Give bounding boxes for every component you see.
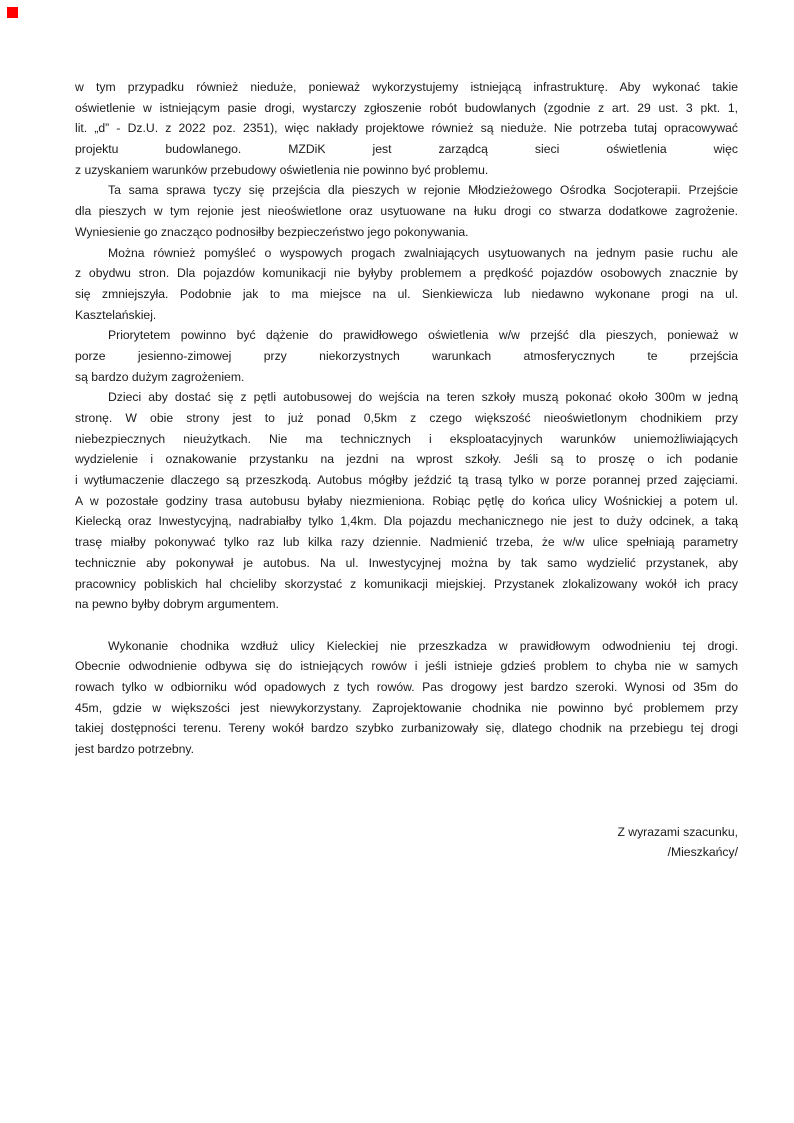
paragraph-pedestrian-crossing — [75, 180, 738, 242]
text-line: rowach tylko w odbiorniku wód opadowych z tych rowów. Pas drogowy jest bardzo szeroki. Wynosi od 35m do — [75, 679, 738, 694]
text-line: się zmniejszyła. Podobnie jak to ma miejsce na ul. Sienkiewicza lub niedawno wykonane progi na ul. — [75, 286, 738, 301]
text-line: A w pozostałe godziny trasa autobusu byłaby niezmieniona. Robiąc pętlę do końca ulicy Wośnickiej a potem ul. — [75, 493, 738, 508]
text-line: Kasztelańskiej. — [75, 307, 157, 322]
text-line: dla pieszych w tym rejonie jest nieoświetlone oraz usytuowane na łuku drogi co stwarza dodatkowe zagrożenie. — [75, 204, 738, 219]
text-line: Można również pomyśleć o wyspowych progach zwalniających usytuowanych na jednym pasie ruchu ale — [108, 245, 738, 260]
text-line: projektu budowlanego. MZDiK jest zarządcą sieci oświetlenia więc — [75, 142, 738, 157]
blank-space — [75, 760, 738, 822]
text-line: Dzieci aby dostać się z pętli autobusowej do wejścia na teren szkoły muszą pokonać około 300m w jedną — [108, 390, 738, 405]
text-line: takiej dostępności terenu. Tereny wokół bardzo szybko zurbanizowały się, dlatego chodnik na przebiegu tej drogi — [75, 721, 738, 736]
text-line: Kielecką oraz Inwestycyjną, nadrabiałby tylko 1,4km. Dla pojazdu mechanicznego nie jest to duży odcinek, a taką — [75, 514, 738, 529]
text-line: Ta sama sprawa tyczy się przejścia dla pieszych w rejonie Młodzieżowego Ośrodka Socjoterapii. Przejście — [108, 183, 738, 198]
text-line: oświetlenie w istniejącym pasie drogi, wystarczy zgłoszenie robót budowlanych (zgodnie z art. 29 ust. 3 pkt. 1, — [75, 100, 738, 115]
text-line: porze jesienno-zimowej przy niekorzystnych warunkach atmosferycznych te przejścia — [75, 348, 738, 363]
paragraph-bus-route — [75, 387, 738, 615]
closing-block — [75, 822, 738, 863]
text-line: 45m, gdzie w większości jest niewykorzystany. Zaprojektowanie chodnika nie powinno być problemem przy — [75, 700, 738, 715]
text-line: lit. „d” - Dz.U. z 2022 poz. 2351), więc nakłady projektowe również są nieduże. Nie potrzeba tutaj opracowywać — [75, 121, 738, 136]
paragraph-sidewalk-drainage — [75, 636, 738, 760]
closing-regards: Z wyrazami szacunku, — [617, 824, 738, 839]
letter-body — [75, 77, 738, 863]
paragraph-speed-bumps — [75, 243, 738, 326]
text-line: na pewno byłby dobrym argumentem. — [75, 597, 279, 612]
text-line: z obydwu stron. Dla pojazdów komunikacji nie byłyby problemem a prędkość pojazdów osobowych znacznie by — [75, 266, 738, 281]
text-line: i wytłumaczenie dlaczego są przeszkodą. Autobus mógłby jeździć tą trasą tylko w porze porannej przed zajęciami. — [75, 473, 738, 488]
text-line: Wykonanie chodnika wzdłuż ulicy Kieleckiej nie przeszkadza w prawidłowym odwodnieniu tej drogi. — [108, 638, 738, 653]
text-line: Obecnie odwodnienie odbywa się do istniejących rowów i jeśli istnieje gdzieś problem to chyba nie w samych — [75, 659, 738, 674]
paragraph-lighting-costs — [75, 77, 738, 180]
text-line: technicznie aby pokonywał je autobus. Na ul. Inwestycyjnej można by tak samo wydzielić przystanek, aby — [75, 555, 738, 570]
text-line: Wyniesienie go znacząco podnosiłby bezpieczeństwo jego pokonywania. — [75, 224, 469, 239]
text-line: w tym przypadku również nieduże, ponieważ wykorzystujemy istniejącą infrastrukturę. Aby wykonać takie — [75, 80, 738, 94]
text-line: Priorytetem powinno być dążenie do prawidłowego oświetlenia w/w przejść dla pieszych, ponieważ w — [108, 328, 738, 343]
text-line: niebezpiecznych nieużytkach. Nie ma technicznych i eksploatacyjnych warunków uniemożliwiających — [75, 431, 738, 446]
text-line: wydzielenie i oznakowanie przystanku na jezdni na wprost szkoły. Jeśli są to proszę o ich podanie — [75, 452, 738, 467]
text-line: jest bardzo potrzebny. — [75, 742, 195, 756]
red-corner-marker — [7, 7, 18, 18]
paragraph-lighting-priority — [75, 325, 738, 387]
text-line: są bardzo dużym zagrożeniem. — [75, 369, 245, 384]
text-line: z uzyskaniem warunków przebudowy oświetlenia nie powinno być problemu. — [75, 162, 489, 177]
closing-signature: /Mieszkańcy/ — [667, 845, 738, 860]
blank-line — [75, 615, 738, 636]
text-line: trasę miałby pokonywać tylko raz lub kilka razy dziennie. Nadmienić trzeba, że w/w ulice spełniają parametry — [75, 535, 738, 550]
text-line: stronę. W obie strony jest to już ponad 0,5km z czego większość nieoświetlonym chodnikiem przy — [75, 411, 738, 425]
text-line: pracownicy pobliskich hal chcieliby skorzystać z komunikacji miejskiej. Przystanek zlokalizowany wokół ich pracy — [75, 576, 738, 591]
